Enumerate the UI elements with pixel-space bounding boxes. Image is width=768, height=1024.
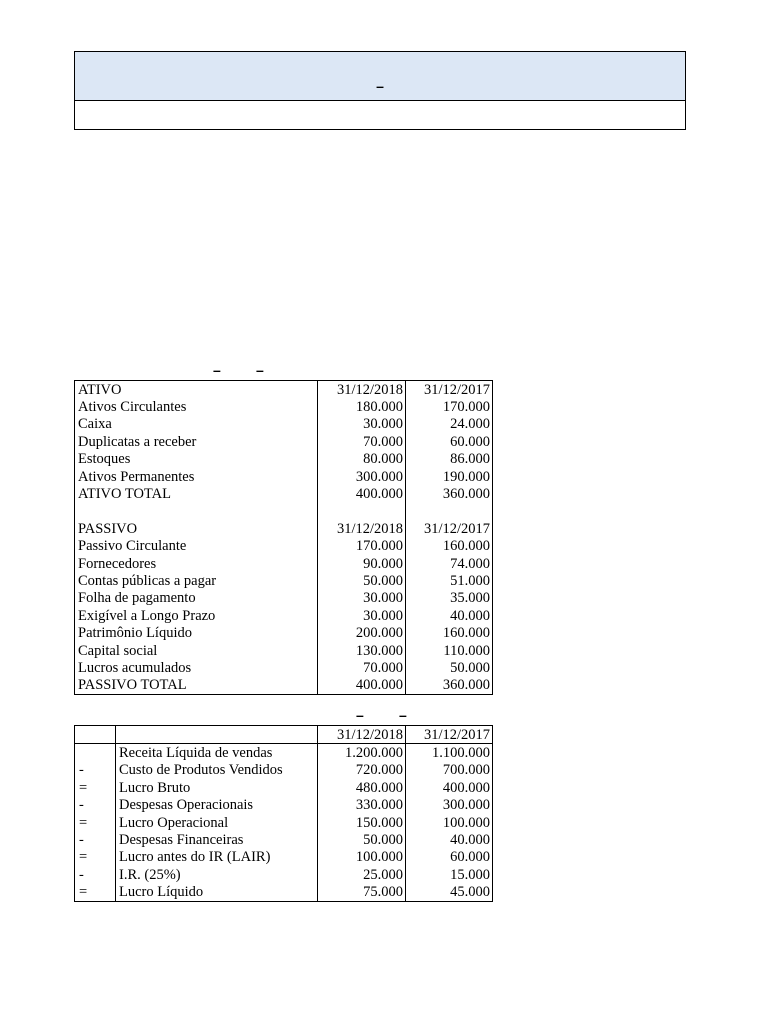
value-2017: 400.000 [406,779,493,796]
account-label: Patrimônio Líquido [75,624,318,641]
table-row [75,659,493,676]
account-label: Passivo Circulante [75,538,318,555]
line-item-label: Receita Líquida de vendas [116,744,318,762]
table-row [75,520,493,537]
operation-sign: - [75,831,116,848]
value-2018: 720.000 [318,762,406,779]
line-item-label: Lucro Líquido [116,884,318,902]
value-2018: 80.000 [318,451,406,468]
table-row [75,416,493,433]
value-2017: 40.000 [406,607,493,624]
operation-sign: - [75,797,116,814]
account-label: Folha de pagamento [75,590,318,607]
operation-sign: - [75,762,116,779]
table-row [75,762,493,779]
account-label: Exigível a Longo Prazo [75,607,318,624]
blank-cell [75,503,318,520]
ativo-header-label: ATIVO [75,381,318,399]
value-2017: 60.000 [406,433,493,450]
value-2017: 300.000 [406,797,493,814]
line-item-label: Lucro antes do IR (LAIR) [116,849,318,866]
table-row [75,590,493,607]
table-row [75,642,493,659]
account-label: ATIVO TOTAL [75,485,318,502]
income-caption-dash-2: – [399,707,407,723]
value-2018: 180.000 [318,398,406,415]
table-row [75,849,493,866]
balance-sheet-table [74,380,493,695]
value-2017: 360.000 [406,485,493,502]
value-2017: 100.000 [406,814,493,831]
value-2017: 160.000 [406,624,493,641]
line-item-label: I.R. (25%) [116,866,318,883]
table-row [75,381,493,399]
value-2017: 1.100.000 [406,744,493,762]
account-label: Ativos Permanentes [75,468,318,485]
value-2018: 25.000 [318,866,406,883]
income-header-col-2018: 31/12/2018 [318,726,406,744]
account-label: Ativos Circulantes [75,398,318,415]
value-2018: 150.000 [318,814,406,831]
value-2018: 50.000 [318,831,406,848]
value-2017: 35.000 [406,590,493,607]
ativo-header-col-2018: 31/12/2018 [318,381,406,399]
value-2017: 15.000 [406,866,493,883]
sign-header-cell [75,726,116,744]
account-label: Contas públicas a pagar [75,572,318,589]
table-row [75,485,493,502]
line-item-label: Lucro Bruto [116,779,318,796]
value-2018: 400.000 [318,677,406,695]
blank-cell [318,503,406,520]
passivo-header-col-2018: 31/12/2018 [318,520,406,537]
ativo-header-col-2017: 31/12/2017 [406,381,493,399]
value-2018: 100.000 [318,849,406,866]
header-dash: – [376,78,384,94]
value-2017: 51.000 [406,572,493,589]
blank-cell [406,503,493,520]
value-2017: 50.000 [406,659,493,676]
question-header-title-band [75,52,685,101]
value-2017: 40.000 [406,831,493,848]
value-2018: 300.000 [318,468,406,485]
income-header-col-2017: 31/12/2017 [406,726,493,744]
table-row [75,624,493,641]
value-2018: 75.000 [318,884,406,902]
table-row [75,797,493,814]
operation-sign: = [75,849,116,866]
line-item-label: Despesas Financeiras [116,831,318,848]
value-2018: 30.000 [318,590,406,607]
table-row [75,744,493,762]
line-item-label: Lucro Operacional [116,814,318,831]
income-statement-table [74,725,493,902]
value-2017: 190.000 [406,468,493,485]
account-label: PASSIVO TOTAL [75,677,318,695]
table-row [75,607,493,624]
value-2017: 86.000 [406,451,493,468]
table-row [75,677,493,695]
account-label: Estoques [75,451,318,468]
value-2018: 1.200.000 [318,744,406,762]
operation-sign: - [75,866,116,883]
question-header-body [75,101,685,130]
value-2018: 70.000 [318,659,406,676]
balance-caption-dash-1: – [213,362,221,378]
table-row [75,451,493,468]
account-label: Lucros acumulados [75,659,318,676]
value-2017: 74.000 [406,555,493,572]
table-row [75,779,493,796]
value-2017: 160.000 [406,538,493,555]
table-row [75,555,493,572]
table-row [75,538,493,555]
account-label: Caixa [75,416,318,433]
value-2018: 400.000 [318,485,406,502]
value-2018: 70.000 [318,433,406,450]
table-row [75,468,493,485]
passivo-header-label: PASSIVO [75,520,318,537]
spacer-row [75,503,493,520]
operation-sign: = [75,814,116,831]
table-row [75,398,493,415]
line-item-label: Custo de Produtos Vendidos [116,762,318,779]
operation-sign: = [75,779,116,796]
table-row [75,433,493,450]
value-2017: 700.000 [406,762,493,779]
value-2018: 30.000 [318,416,406,433]
value-2018: 130.000 [318,642,406,659]
value-2017: 360.000 [406,677,493,695]
value-2017: 24.000 [406,416,493,433]
operation-sign [75,744,116,762]
value-2018: 200.000 [318,624,406,641]
description-header-cell [116,726,318,744]
question-header-box [74,51,686,130]
value-2017: 110.000 [406,642,493,659]
line-item-label: Despesas Operacionais [116,797,318,814]
table-row [75,814,493,831]
value-2017: 45.000 [406,884,493,902]
account-label: Fornecedores [75,555,318,572]
table-row [75,572,493,589]
passivo-header-col-2017: 31/12/2017 [406,520,493,537]
table-row [75,726,493,744]
account-label: Capital social [75,642,318,659]
table-row [75,831,493,848]
value-2017: 170.000 [406,398,493,415]
value-2018: 30.000 [318,607,406,624]
value-2018: 90.000 [318,555,406,572]
table-row [75,884,493,902]
value-2018: 330.000 [318,797,406,814]
value-2017: 60.000 [406,849,493,866]
income-caption-dash-1: – [356,707,364,723]
value-2018: 170.000 [318,538,406,555]
operation-sign: = [75,884,116,902]
value-2018: 480.000 [318,779,406,796]
value-2018: 50.000 [318,572,406,589]
balance-caption-dash-2: – [256,362,264,378]
table-row [75,866,493,883]
account-label: Duplicatas a receber [75,433,318,450]
